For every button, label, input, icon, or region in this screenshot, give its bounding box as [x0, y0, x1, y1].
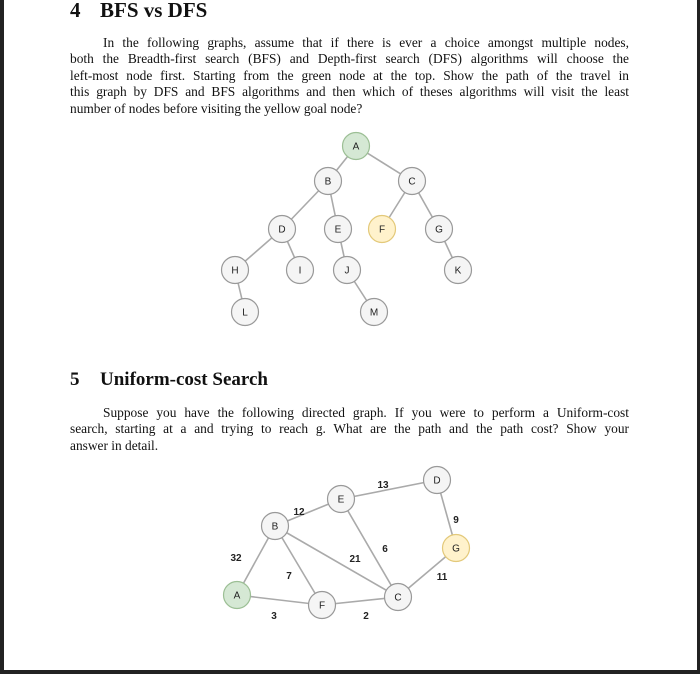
edge-weight: 2 — [363, 611, 369, 622]
edge-weight: 3 — [271, 611, 277, 622]
section-number: 4 — [70, 0, 81, 22]
paragraph-line: this graph by DFS and BFS algorithms and then which of theses algorithms will visit the least — [70, 84, 629, 100]
node-M — [361, 299, 388, 326]
edge-weight: 7 — [286, 571, 292, 582]
node-label: F — [378, 224, 386, 236]
node-label: K — [454, 265, 462, 277]
section-title: Uniform-cost Search — [100, 369, 268, 390]
node-A — [343, 133, 370, 160]
edge-weight: 9 — [453, 515, 459, 526]
node-label: C — [394, 592, 402, 604]
node-I — [287, 257, 314, 284]
paragraph-line: number of nodes before visiting the yellow goal node? — [70, 100, 363, 116]
node-label: B — [324, 176, 332, 188]
node-D — [424, 467, 451, 494]
node-label: F — [318, 600, 326, 612]
node-H — [222, 257, 249, 284]
paragraph-line: In the following graphs, assume that if there is ever a choice amongst multiple nodes, — [103, 35, 629, 50]
node-F — [369, 216, 396, 243]
node-label: G — [435, 224, 443, 236]
node-E — [328, 486, 355, 513]
paragraph-line: search, starting at a and trying to reach g. What are the path and the path cost? Show your — [70, 421, 629, 437]
uniform-cost-graph — [224, 467, 470, 623]
node-label: E — [337, 494, 345, 506]
edge-weight: 11 — [436, 572, 448, 583]
bfs-dfs-tree — [222, 133, 472, 326]
edge-E-C — [341, 499, 398, 597]
node-label: I — [298, 265, 302, 277]
node-label: A — [233, 590, 241, 602]
node-label: J — [344, 265, 350, 277]
edge-E-D — [341, 480, 437, 499]
node-G — [426, 216, 453, 243]
node-label: L — [242, 307, 248, 319]
node-B — [262, 513, 289, 540]
node-F — [309, 592, 336, 619]
edge-weight: 6 — [382, 544, 388, 555]
node-J — [334, 257, 361, 284]
paragraph-line: both the Breadth-first search (BFS) and Depth-first search (DFS) algorithms will choose the — [70, 51, 629, 67]
section-title: BFS vs DFS — [100, 0, 208, 22]
node-label: G — [452, 543, 460, 555]
node-label: M — [369, 307, 379, 319]
edge-B-C — [275, 526, 398, 597]
node-label: E — [334, 224, 342, 236]
paragraph-line: answer in detail. — [70, 437, 159, 453]
edge-weight: 32 — [230, 553, 242, 564]
node-label: D — [433, 475, 441, 487]
node-D — [269, 216, 296, 243]
edge-weight: 13 — [377, 480, 389, 491]
node-C — [399, 168, 426, 195]
node-L — [232, 299, 259, 326]
node-B — [315, 168, 342, 195]
node-label: B — [271, 521, 279, 533]
section-number: 5 — [70, 369, 80, 390]
edge-weight: 12 — [293, 507, 305, 518]
node-label: C — [408, 176, 416, 188]
node-K — [445, 257, 472, 284]
edge-weight: 21 — [349, 554, 361, 565]
node-C — [385, 584, 412, 611]
node-G — [443, 535, 470, 562]
node-label: H — [231, 265, 239, 277]
paragraph-line: left-most node first. Starting from the green node at the top. Show the path of the travel in — [70, 67, 629, 83]
paragraph-line: Suppose you have the following directed graph. If you were to perform a Uniform-cost — [103, 405, 629, 420]
node-E — [325, 216, 352, 243]
node-label: A — [352, 141, 360, 153]
node-A — [224, 582, 251, 609]
node-label: D — [278, 224, 286, 236]
